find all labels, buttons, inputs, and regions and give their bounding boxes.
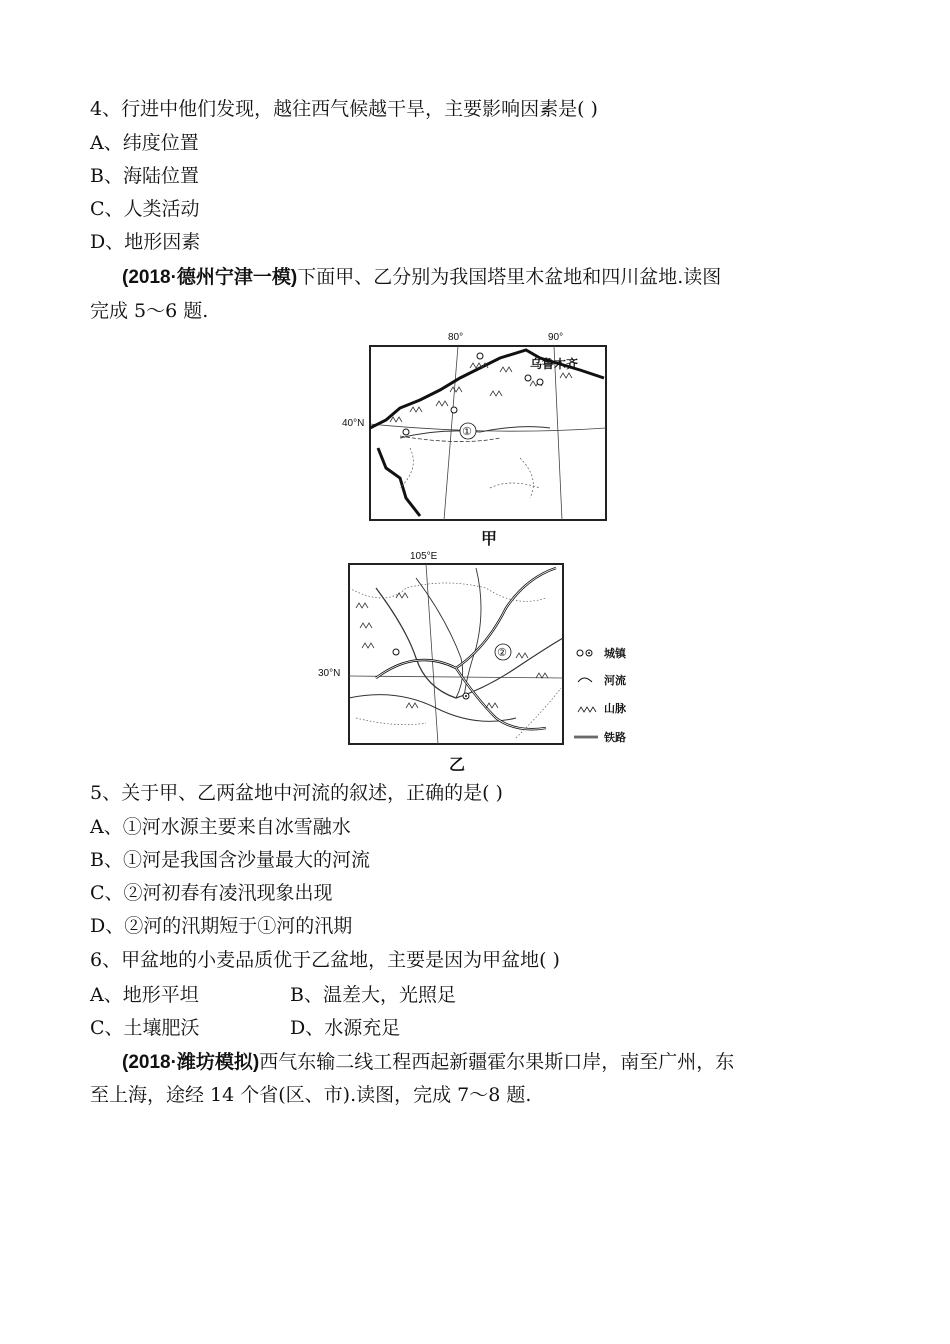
map-tarim-basin [340, 328, 620, 528]
legend-mountain: 山脉 [604, 703, 626, 715]
q4-stem: 4、行进中他们发现，越往西气候越干旱，主要影响因素是( ) [90, 98, 598, 120]
map-jia-city-urumqi: 乌鲁木齐 [530, 357, 579, 371]
intro-5-6-text: 下面甲、乙分别为我国塔里木盆地和四川盆地.读图 [297, 266, 722, 288]
legend-river: 河流 [604, 675, 626, 687]
legend-railway: 铁路 [604, 732, 626, 744]
map-jia-lon-90: 90° [548, 332, 564, 343]
map-jia-lon-80: 80° [448, 332, 464, 343]
intro-5-6-source: (2018·德州宁津一模) [122, 267, 298, 288]
q5-option-c: C、②河初春有凌汛现象出现 [90, 882, 333, 904]
q5-option-d: D、②河的汛期短于①河的汛期 [90, 915, 353, 937]
legend-town: 城镇 [604, 648, 626, 660]
map-jia-river-mark: ① [462, 426, 472, 438]
q5-option-b: B、①河是我国含沙量最大的河流 [90, 849, 370, 871]
q6-stem: 6、甲盆地的小麦品质优于乙盆地，主要是因为甲盆地( ) [90, 949, 560, 971]
map-yi-lat-30: 30°N [318, 668, 341, 679]
intro-7-8-line2: 至上海，途经 14 个省(区、市).读图，完成 7～8 题. [90, 1084, 532, 1106]
map-sichuan-basin [316, 548, 646, 750]
map-yi-river-mark: ② [497, 647, 507, 659]
q6-option-b: B、温差大，光照足 [290, 984, 456, 1006]
map-yi-lon-105: 105°E [410, 551, 438, 562]
q6-option-c: C、土壤肥沃 [90, 1017, 200, 1039]
map-yi-caption: 乙 [449, 757, 466, 774]
q4-option-a: A、纬度位置 [90, 132, 199, 154]
intro-7-8-source: (2018·潍坊模拟) [122, 1052, 260, 1073]
map-yi-legend [574, 646, 627, 744]
q5-option-a: A、①河水源主要来自冰雪融水 [90, 816, 351, 838]
q4-option-d: D、地形因素 [90, 231, 201, 253]
intro-7-8-text: 西气东输二线工程西起新疆霍尔果斯口岸，南至广州，东 [259, 1051, 735, 1073]
q6-option-a: A、地形平坦 [90, 984, 199, 1006]
q4-option-b: B、海陆位置 [90, 165, 199, 187]
q5-stem: 5、关于甲、乙两盆地中河流的叙述，正确的是( ) [90, 782, 503, 804]
map-jia-caption: 甲 [481, 531, 498, 548]
intro-7-8 [122, 1049, 734, 1076]
q6-option-d: D、水源充足 [290, 1017, 401, 1039]
map-jia-lat-40: 40°N [342, 418, 365, 429]
intro-5-6-line2: 完成 5～6 题. [90, 300, 209, 322]
intro-5-6 [122, 264, 721, 291]
q4-option-c: C、人类活动 [90, 198, 200, 220]
